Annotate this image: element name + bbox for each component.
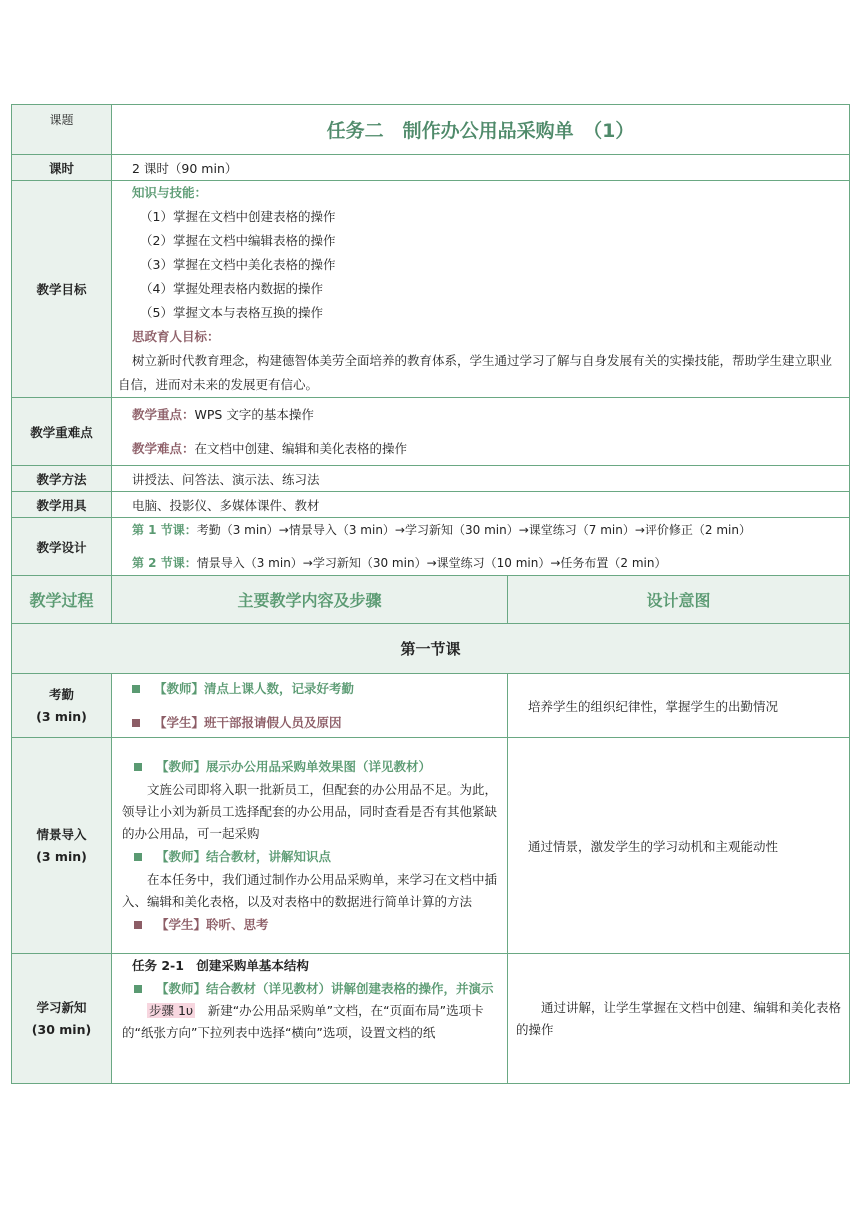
intro-content xyxy=(112,738,508,954)
newknow-content xyxy=(112,954,508,1084)
intro-student: 【学生】聆听、思考 xyxy=(156,916,269,932)
knowledge-heading: 知识与技能： xyxy=(132,185,208,200)
tools-value: 电脑、投影仪、多媒体课件、教材 xyxy=(112,492,850,518)
design-label: 教学设计 xyxy=(12,518,112,576)
objective-item: （2）掌握在文档中编辑表格的操作 xyxy=(140,233,336,248)
objectives-row xyxy=(12,181,850,398)
attendance-student: 【学生】班干部报请假人员及原因 xyxy=(154,714,342,730)
process-col-header: 教学过程 xyxy=(12,576,112,624)
intro-intent: 通过情景，激发学生的学习动机和主观能动性 xyxy=(508,738,850,954)
square-bullet-icon xyxy=(134,921,142,929)
square-bullet-icon xyxy=(132,685,140,693)
objective-item: （1）掌握在文档中创建表格的操作 xyxy=(140,209,336,224)
attendance-row xyxy=(12,674,850,738)
keypoints-content xyxy=(112,398,850,466)
course-title: 任务二 制作办公用品采购单 （1） xyxy=(112,105,850,155)
newknow-time: (30 min) xyxy=(31,1021,92,1037)
objective-item: （3）掌握在文档中美化表格的操作 xyxy=(140,257,336,272)
process-header-row xyxy=(12,576,850,624)
attendance-teacher: 【教师】清点上课人数，记录好考勤 xyxy=(154,680,355,696)
intro-paragraph1: 文旌公司即将入职一批新员工，但配套的办公用品不足。为此，领导让小刘为新员工选择配套的办公用品，同时查看是否有其他紧缺的办公用品，可一起采购 xyxy=(122,781,498,841)
newknow-intent xyxy=(508,954,850,1084)
step-text: 新建“办公用品采购单”文档，在“页面布局”选项卡的“纸张方向”下拉列表中选择“横向”选项，设置文档的纸 xyxy=(122,1003,484,1040)
objectives-label: 教学目标 xyxy=(12,181,112,398)
lesson1-label: 第 1 节课： xyxy=(132,523,197,537)
intro-teacher2: 【教师】结合教材，讲解知识点 xyxy=(156,848,332,864)
methods-row xyxy=(12,466,850,492)
newknow-label-cell xyxy=(12,954,112,1084)
keypoints-label: 教学重难点 xyxy=(12,398,112,466)
attendance-label: 考勤 xyxy=(48,686,74,702)
lesson1-flow: 考勤（3 min）→情景导入（3 min）→学习新知（30 min）→课堂练习（7 min）→评价修正（2 min） xyxy=(196,523,751,537)
hours-label: 课时 xyxy=(12,155,112,181)
intent-col-header: 设计意图 xyxy=(508,576,850,624)
section-row xyxy=(12,624,850,674)
task-heading: 任务 2-1 创建采购单基本结构 xyxy=(132,958,309,973)
attendance-content xyxy=(112,674,508,738)
attendance-label-cell xyxy=(12,674,112,738)
square-bullet-icon xyxy=(132,719,140,727)
design-content xyxy=(112,518,850,576)
course-label: 课题 xyxy=(12,105,112,155)
intro-teacher1: 【教师】展示办公用品采购单效果图（详见教材） xyxy=(156,758,432,774)
course-row xyxy=(12,105,850,155)
lesson2-label: 第 2 节课： xyxy=(132,556,197,570)
newknow-row xyxy=(12,954,850,1084)
intro-time: (3 min) xyxy=(36,848,87,864)
attendance-time: (3 min) xyxy=(36,708,87,724)
keypoints-row xyxy=(12,398,850,466)
content-col-header: 主要教学内容及步骤 xyxy=(112,576,508,624)
hours-row xyxy=(12,155,850,181)
section-title: 第一节课 xyxy=(12,624,850,674)
tools-label: 教学用具 xyxy=(12,492,112,518)
attendance-intent: 培养学生的组织纪律性，掌握学生的出勤情况 xyxy=(508,674,850,738)
step-label: 步骤 1υ xyxy=(149,1003,194,1018)
objectives-content xyxy=(112,181,850,398)
design-row xyxy=(12,518,850,576)
methods-label: 教学方法 xyxy=(12,466,112,492)
intro-label-cell xyxy=(12,738,112,954)
intro-paragraph2: 在本任务中，我们通过制作办公用品采购单，来学习在文档中插入、编辑和美化表格，以及对表格中的数据进行简单计算的方法 xyxy=(122,871,498,909)
key-label: 教学重点： xyxy=(132,406,195,422)
hours-value: 2 课时（90 min） xyxy=(112,155,850,181)
newknow-teacher: 【教师】结合教材（详见教材）讲解创建表格的操作，并演示 xyxy=(156,981,494,996)
methods-value: 讲授法、问答法、演示法、练习法 xyxy=(112,466,850,492)
lesson2-flow: 情景导入（3 min）→学习新知（30 min）→课堂练习（10 min）→任务布置（2 min） xyxy=(196,556,667,570)
objective-item: （4）掌握处理表格内数据的操作 xyxy=(140,281,323,296)
square-bullet-icon xyxy=(134,763,142,771)
tools-row xyxy=(12,492,850,518)
newknow-intent-text: 通过讲解，让学生掌握在文档中创建、编辑和美化表格的操作 xyxy=(516,999,842,1037)
intro-row xyxy=(12,738,850,954)
difficulty-value: 在文档中创建、编辑和美化表格的操作 xyxy=(194,440,408,456)
objective-item: （5）掌握文本与表格互换的操作 xyxy=(140,305,323,320)
ideology-text: 树立新时代教育理念，构建德智体美劳全面培养的教育体系，学生通过学习了解与自身发展有关的实操技能，帮助学生建立职业自信，进而对未来的发展更有信心。 xyxy=(118,353,833,392)
intro-label: 情景导入 xyxy=(36,826,87,842)
key-value: WPS 文字的基本操作 xyxy=(194,406,314,422)
newknow-label: 学习新知 xyxy=(36,999,87,1015)
difficulty-label: 教学难点： xyxy=(132,440,195,456)
square-bullet-icon xyxy=(134,985,142,993)
lesson-plan-table xyxy=(11,104,850,1084)
square-bullet-icon xyxy=(134,853,142,861)
ideology-heading: 思政育人目标： xyxy=(132,329,220,344)
